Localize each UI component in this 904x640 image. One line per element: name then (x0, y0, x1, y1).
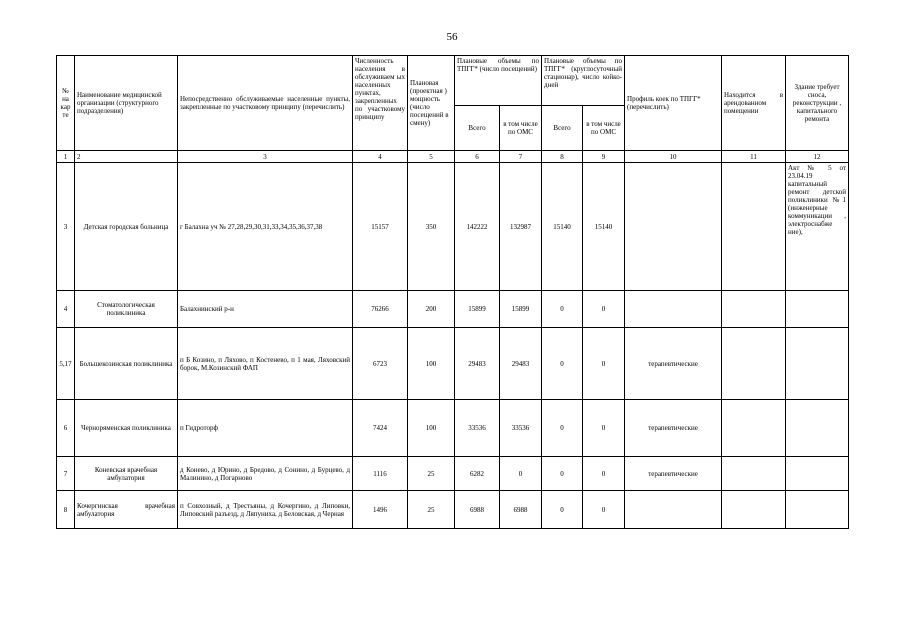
organization-name: Кочергинская врачебная амбулатория (75, 491, 178, 529)
bed-days-total: 0 (542, 457, 583, 491)
table-row (57, 163, 849, 291)
table-row (57, 491, 849, 529)
header-service-points: Непосредственно обслуживаемые населенные пункты, закрепленные по участковому принципу (перечислить) (178, 56, 353, 151)
repair-required (786, 491, 849, 529)
rented-premises (722, 491, 786, 529)
column-number: 2 (75, 151, 178, 163)
row-number: 5,17 (57, 328, 75, 400)
bed-days-oms: 0 (583, 491, 625, 529)
bed-profile (625, 291, 722, 328)
repair-required (786, 328, 849, 400)
population: 6723 (353, 328, 408, 400)
bed-days-oms: 0 (583, 457, 625, 491)
column-number-row (57, 151, 849, 163)
subheader-visits-oms: в том числе по ОМС (500, 105, 542, 150)
rented-premises (722, 328, 786, 400)
repair-required: Акт № 5 от 23.04.19 капитальный ремонт детской поликлиники №1 (инженерные коммуникации , электроснабже ние), (786, 163, 849, 291)
column-number: 12 (786, 151, 849, 163)
population: 1116 (353, 457, 408, 491)
visits-oms: 6988 (500, 491, 542, 529)
organization-name: Стоматологическая поликлиника (75, 291, 178, 328)
table-row (57, 328, 849, 400)
table-row (57, 291, 849, 328)
bed-days-total: 0 (542, 328, 583, 400)
row-number: 3 (57, 163, 75, 291)
rented-premises (722, 457, 786, 491)
bed-days-total: 15140 (542, 163, 583, 291)
table-row (57, 457, 849, 491)
visits-total: 29483 (455, 328, 500, 400)
column-number: 4 (353, 151, 408, 163)
visits-total: 142222 (455, 163, 500, 291)
visits-oms: 0 (500, 457, 542, 491)
column-number: 11 (722, 151, 786, 163)
organization-name: Большекозинская поликлиника (75, 328, 178, 400)
service-points: Балахнинский р-н (178, 291, 353, 328)
population: 1496 (353, 491, 408, 529)
population: 7424 (353, 400, 408, 457)
capacity: 200 (408, 291, 455, 328)
column-number: 5 (408, 151, 455, 163)
table-row (57, 400, 849, 457)
column-number: 7 (500, 151, 542, 163)
header-capacity: Плановая (проектная ) мощность (число посещений в смену) (408, 56, 455, 151)
capacity: 350 (408, 163, 455, 291)
subheader-visits-total: Всего (455, 105, 500, 150)
visits-total: 15899 (455, 291, 500, 328)
repair-required (786, 400, 849, 457)
organization-name: Черноряменская поликлиника (75, 400, 178, 457)
bed-days-total: 0 (542, 400, 583, 457)
bed-profile: терапевтические (625, 400, 722, 457)
column-number: 6 (455, 151, 500, 163)
repair-required (786, 291, 849, 328)
bed-days-oms: 0 (583, 291, 625, 328)
organization-name: Детская городская больница (75, 163, 178, 291)
capacity: 25 (408, 457, 455, 491)
visits-oms: 29483 (500, 328, 542, 400)
header-rented: Находится в арендованном помещении (722, 56, 786, 151)
header-bed-days: Плановые объемы по ТПГГ* (круглосуточный стационар), число койко-дней (542, 56, 625, 106)
row-number: 7 (57, 457, 75, 491)
visits-total: 6282 (455, 457, 500, 491)
visits-oms: 15899 (500, 291, 542, 328)
row-number: 6 (57, 400, 75, 457)
service-points: п Б Козино, п Ляхово, п Костенево, п 1 мая, Ляховский борок, М.Козинский ФАП (178, 328, 353, 400)
header-organization: Наименование медицинской организации (структурного подразделения) (75, 56, 178, 151)
header-bed-profile: Профиль коек по ТПГГ* (перечислить) (625, 56, 722, 151)
capacity: 100 (408, 400, 455, 457)
bed-days-total: 0 (542, 491, 583, 529)
header-map-number: № на кар те (57, 56, 75, 151)
service-points: г Балахна уч № 27,28,29,30,31,33,34,35,36,37,38 (178, 163, 353, 291)
page-number: 56 (446, 31, 458, 43)
header-repair: Здание требует сноса, реконструкции , капитального ремонта (786, 56, 849, 151)
visits-oms: 132987 (500, 163, 542, 291)
capacity: 25 (408, 491, 455, 529)
repair-required (786, 457, 849, 491)
bed-days-total: 0 (542, 291, 583, 328)
service-points: п Гидроторф (178, 400, 353, 457)
column-number: 10 (625, 151, 722, 163)
visits-total: 33536 (455, 400, 500, 457)
capacity: 100 (408, 328, 455, 400)
bed-profile (625, 491, 722, 529)
bed-profile (625, 163, 722, 291)
rented-premises (722, 400, 786, 457)
rented-premises (722, 291, 786, 328)
bed-profile: терапевтические (625, 328, 722, 400)
header-row (57, 56, 849, 106)
bed-days-oms: 15140 (583, 163, 625, 291)
bed-profile: терапевтические (625, 457, 722, 491)
service-points: д Конево, д Юрино, д Бредово, д Сонино, д Бурцево, д Малинино, д Погарново (178, 457, 353, 491)
column-number: 1 (57, 151, 75, 163)
service-points: п Совхозный, д Трестьяны, д Кочергино, д Липовки, Липовский разъезд, д Ляпуниха, д Беловская, д Черная (178, 491, 353, 529)
visits-oms: 33536 (500, 400, 542, 457)
bed-days-oms: 0 (583, 400, 625, 457)
bed-days-oms: 0 (583, 328, 625, 400)
column-number: 8 (542, 151, 583, 163)
visits-total: 6988 (455, 491, 500, 529)
rented-premises (722, 163, 786, 291)
subheader-beds-total: Всего (542, 105, 583, 150)
medical-organizations-table (56, 55, 849, 529)
header-visit-volumes: Плановые объемы по ТПГГ* (число посещений) (455, 56, 542, 106)
column-number: 3 (178, 151, 353, 163)
subheader-beds-oms: в том числе по ОМС (583, 105, 625, 150)
population: 76266 (353, 291, 408, 328)
header-population: Численность населения в обслуживаем ых населенных пунктах, закрепленных по участковому принципу (353, 56, 408, 151)
row-number: 8 (57, 491, 75, 529)
population: 15157 (353, 163, 408, 291)
column-number: 9 (583, 151, 625, 163)
row-number: 4 (57, 291, 75, 328)
organization-name: Коневская врачебная амбулатория (75, 457, 178, 491)
